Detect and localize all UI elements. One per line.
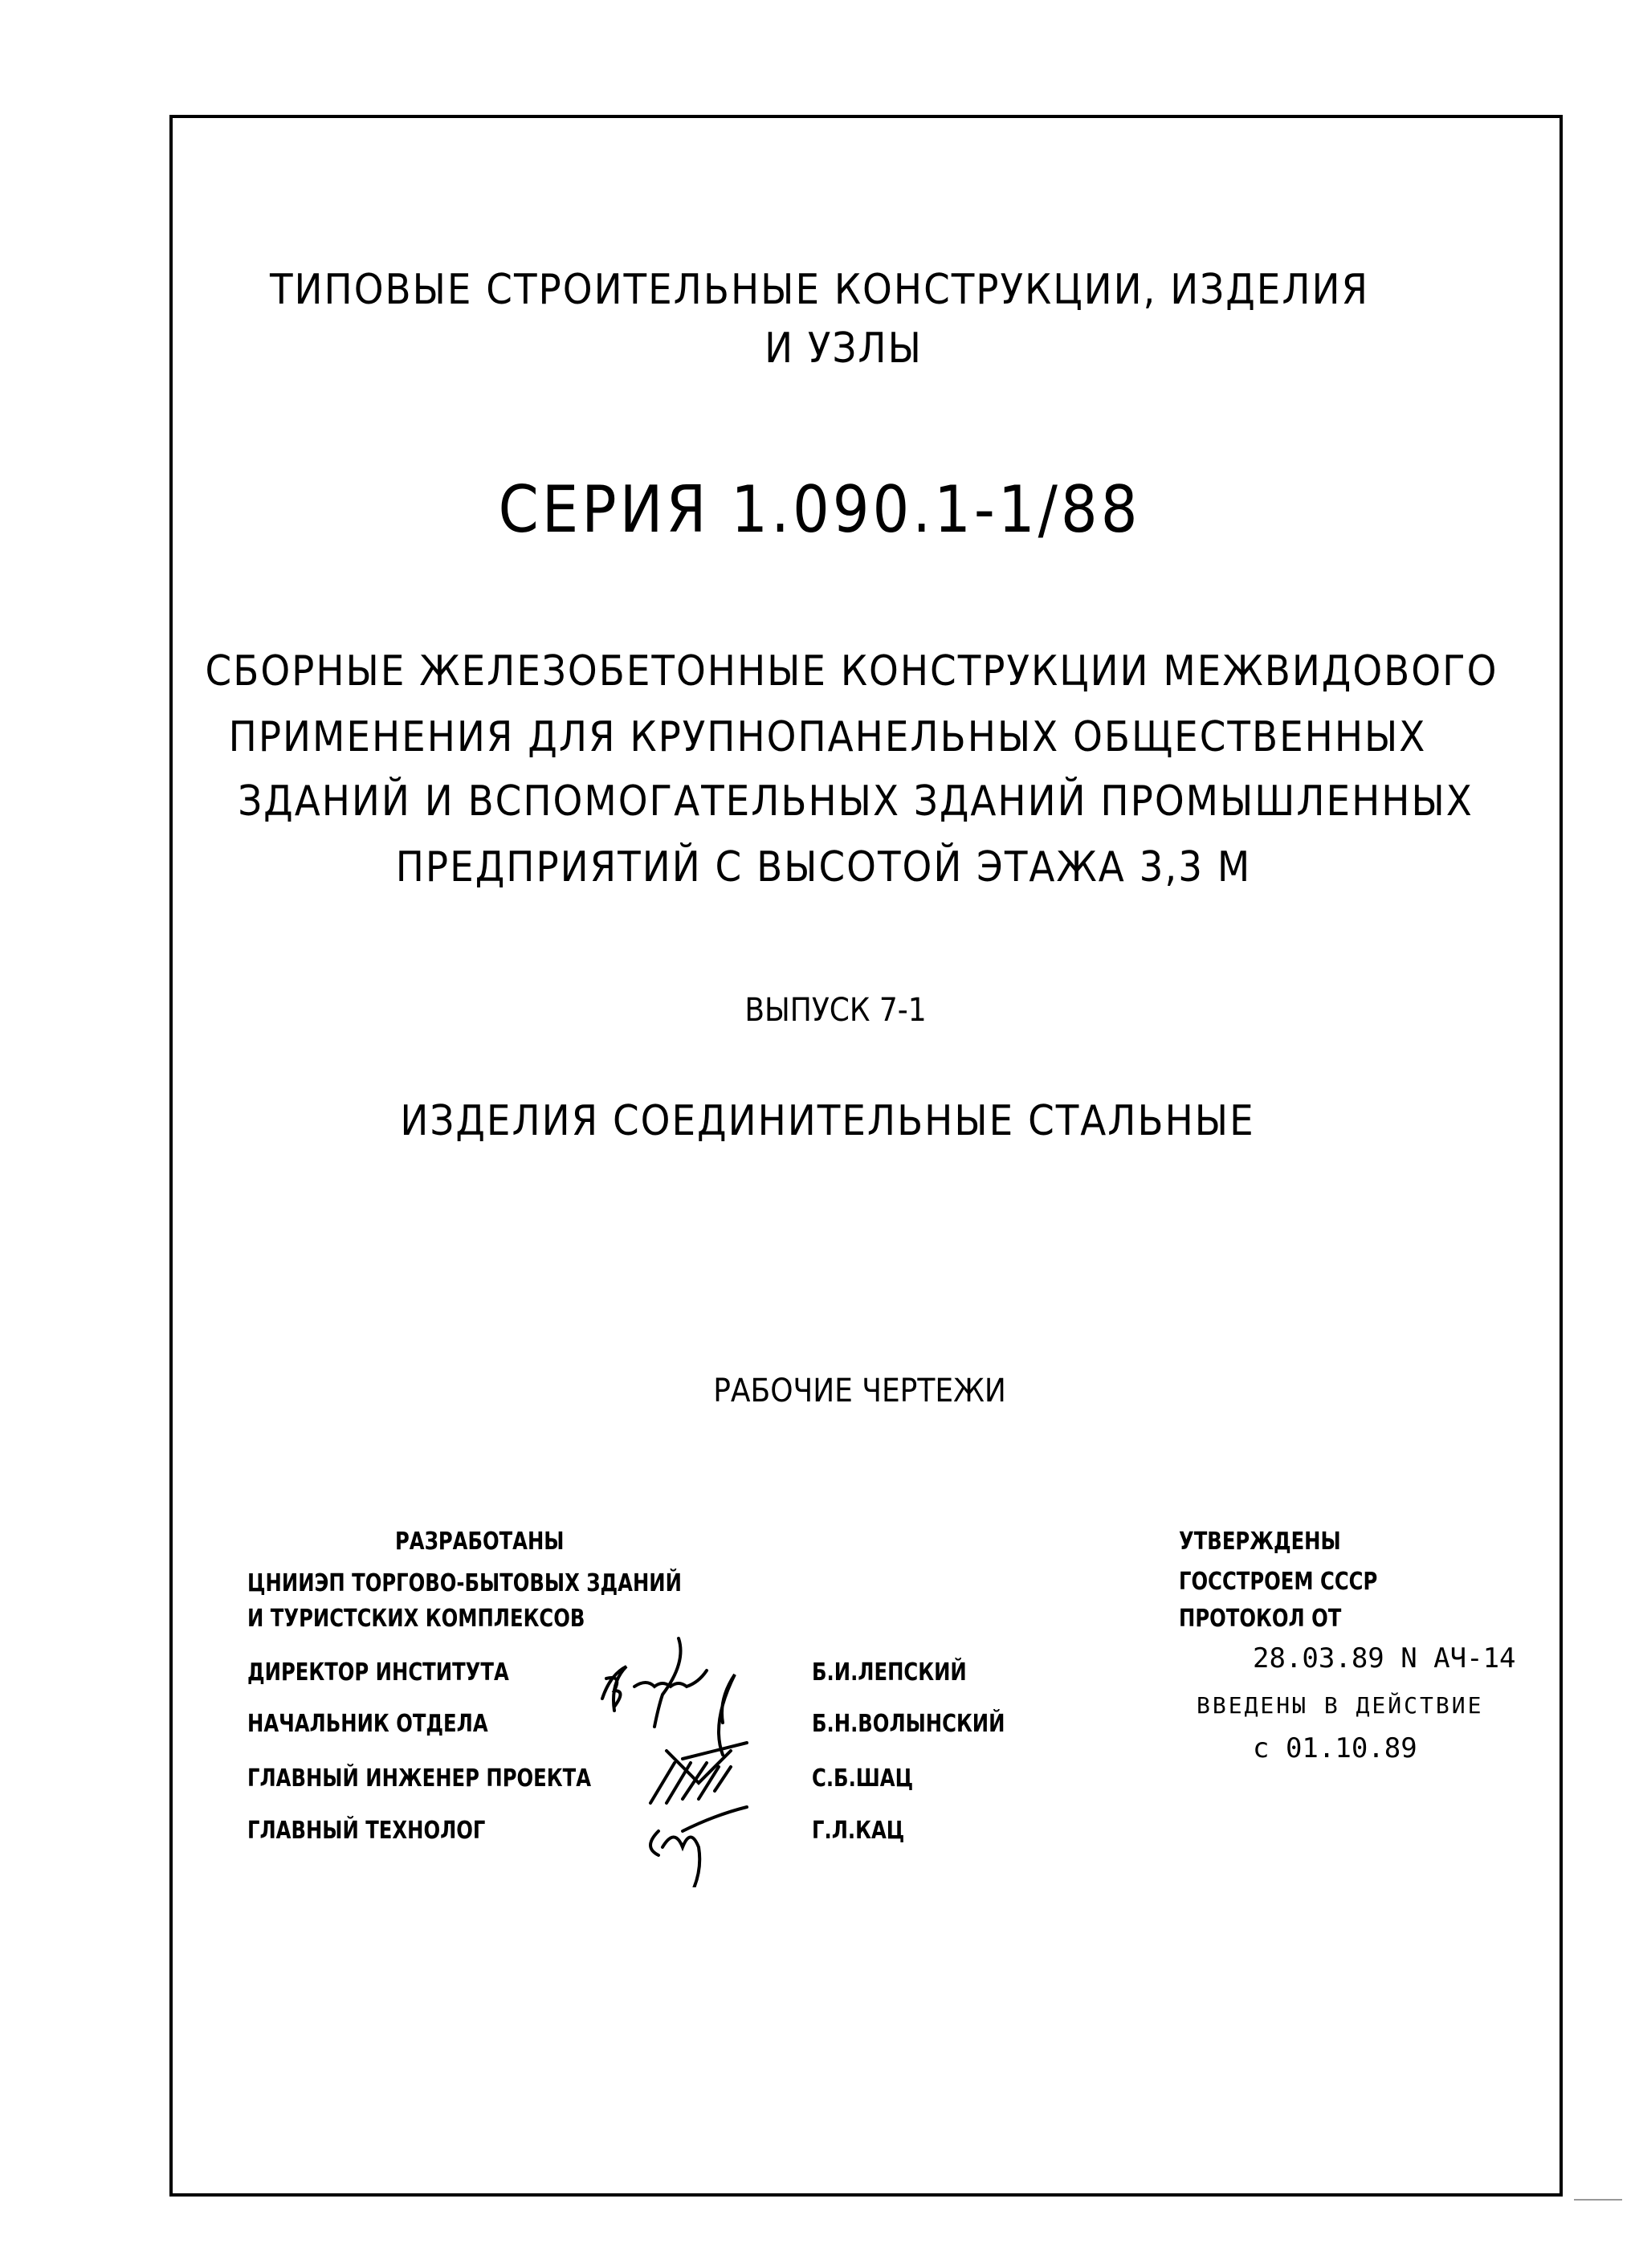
approval-protocol-handwritten: 28.03.89 N АЧ-14 — [1253, 1642, 1516, 1674]
role-department-head: НАЧАЛЬНИК ОТДЕЛА — [247, 1710, 488, 1738]
developer-org-2: И ТУРИСТСКИХ КОМПЛЕКСОВ — [247, 1605, 585, 1633]
title-line-3: ЗДАНИЙ И ВСПОМОГАТЕЛЬНЫХ ЗДАНИЙ ПРОМЫШЛЕННЫХ — [238, 777, 1474, 826]
name-chief-technologist: Г.Л.КАЦ — [812, 1817, 905, 1845]
approved-line-3: ПРОТОКОЛ ОТ — [1179, 1605, 1342, 1633]
name-chief-engineer: С.Б.ШАЦ — [812, 1764, 914, 1793]
title-line-2: ПРИМЕНЕНИЯ ДЛЯ КРУПНОПАНЕЛЬНЫХ ОБЩЕСТВЕННЫХ — [228, 713, 1427, 761]
name-director: Б.И.ЛЕПСКИЙ — [812, 1658, 967, 1687]
page-border — [169, 115, 1563, 2197]
subtitle: ИЗДЕЛИЯ СОЕДИНИТЕЛЬНЫЕ СТАЛЬНЫЕ — [400, 1097, 1255, 1145]
document-type: РАБОЧИЕ ЧЕРТЕЖИ — [713, 1373, 1006, 1409]
title-line-4: ПРЕДПРИЯТИЙ С ВЫСОТОЙ ЭТАЖА 3,3 М — [395, 843, 1252, 891]
series-number: СЕРИЯ 1.090.1-1/88 — [498, 472, 1141, 547]
issue-number: ВЫПУСК 7-1 — [744, 992, 927, 1029]
role-director: ДИРЕКТОР ИНСТИТУТА — [247, 1658, 509, 1687]
approved-line-1: УТВЕРЖДЕНЫ — [1179, 1528, 1341, 1556]
effective-date-handwritten: с 01.10.89 — [1253, 1732, 1417, 1764]
approved-line-2: ГОССТРОЕМ СССР — [1179, 1568, 1378, 1596]
name-department-head: Б.Н.ВОЛЫНСКИЙ — [812, 1710, 1005, 1738]
header-line-1: ТИПОВЫЕ СТРОИТЕЛЬНЫЕ КОНСТРУКЦИИ, ИЗДЕЛИЯ — [269, 266, 1370, 314]
role-chief-technologist: ГЛАВНЫЙ ТЕХНОЛОГ — [247, 1817, 486, 1845]
signatures-icon — [586, 1622, 819, 1887]
header-line-2: И УЗЛЫ — [764, 324, 923, 373]
role-chief-engineer: ГЛАВНЫЙ ИНЖЕНЕР ПРОЕКТА — [247, 1764, 592, 1793]
title-line-1: СБОРНЫЕ ЖЕЛЕЗОБЕТОННЫЕ КОНСТРУКЦИИ МЕЖВИДОВОГО — [205, 647, 1498, 695]
developer-org-1: ЦНИИЭП ТОРГОВО-БЫТОВЫХ ЗДАНИЙ — [247, 1569, 682, 1597]
effective-label-handwritten: ВВЕДЕНЫ В ДЕЙСТВИЕ — [1197, 1692, 1484, 1719]
scan-mark — [1574, 2199, 1622, 2201]
developed-heading: РАЗРАБОТАНЫ — [395, 1528, 565, 1556]
